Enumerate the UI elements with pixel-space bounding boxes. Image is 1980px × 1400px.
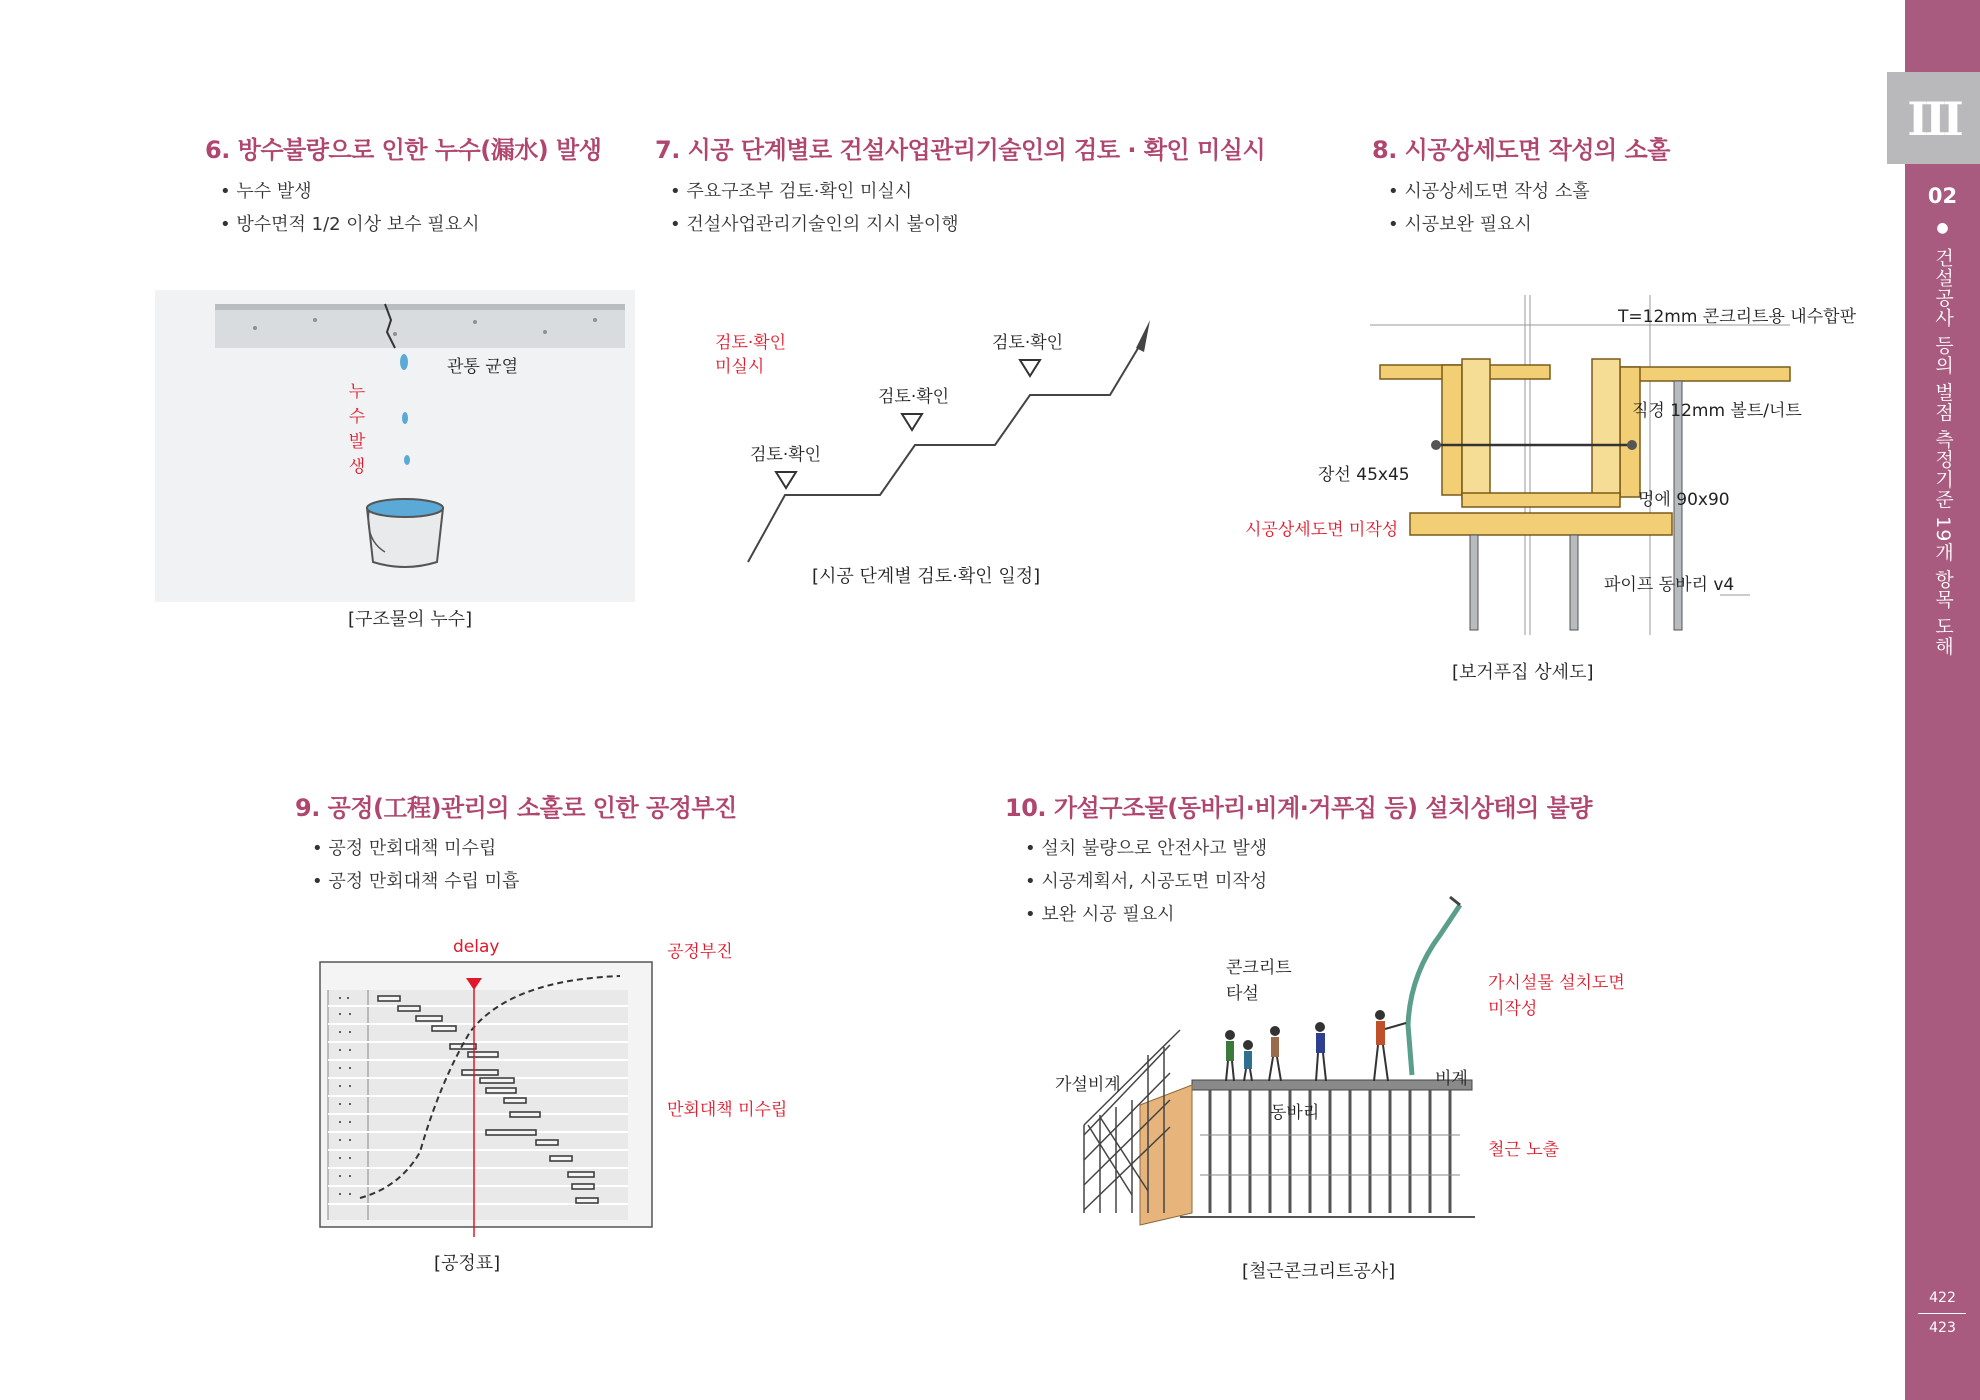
bullet-item: • 설치 불량으로 안전사고 발생 bbox=[1025, 832, 1267, 865]
section-7-title: 7. 시공 단계별로 건설사업관리기술인의 검토 · 확인 미실시 bbox=[655, 136, 1266, 164]
section-10-title: 10. 가설구조물(동바리·비계·거푸집 등) 설치상태의 불량 bbox=[1005, 794, 1592, 822]
missing-review-label: 검토·확인 미실시 bbox=[715, 333, 787, 377]
section-10-caption: [철근콘크리트공사] bbox=[1242, 1261, 1396, 1282]
section-8-bullets bbox=[1388, 175, 1590, 241]
section-6-title: 6. 방수불량으로 인한 누수(漏水) 발생 bbox=[205, 136, 602, 164]
temporary-plan-missing-label: 가시설물 설치도면 미작성 bbox=[1488, 973, 1625, 1019]
bullet-item: • 공정 만회대책 미수립 bbox=[312, 832, 519, 865]
page-number-right: 423 bbox=[1929, 1320, 1956, 1336]
pipe-support-label: 파이프 동바리 v4 bbox=[1604, 575, 1735, 595]
section-7-bullets bbox=[670, 175, 959, 241]
plywood-label: T=12mm 콘크리트용 내수합판 bbox=[1618, 307, 1856, 327]
chapter-title: 건설공사 등의 벌점 측정기준 19개 항목 도해 bbox=[1932, 248, 1954, 657]
leak-illustration bbox=[155, 290, 645, 610]
part-tab-label: III bbox=[1907, 92, 1960, 146]
schedule-slip-label: 공정부진 bbox=[667, 942, 733, 962]
bullet-item: • 시공보완 필요시 bbox=[1388, 208, 1590, 241]
rc-construction-illustration bbox=[1080, 895, 1500, 1230]
delay-label: delay bbox=[453, 937, 500, 957]
bullet-item: • 방수면적 1/2 이상 보수 필요시 bbox=[220, 208, 479, 241]
bullet-item: • 건설사업관리기술인의 지시 불이행 bbox=[670, 208, 959, 241]
chapter-bullet: ● bbox=[1936, 220, 1949, 236]
chapter-sidebar bbox=[1905, 0, 1980, 1400]
page-number-divider bbox=[1918, 1313, 1966, 1314]
bolt-label: 직경 12mm 볼트/너트 bbox=[1632, 401, 1802, 421]
chapter-number: 02 bbox=[1927, 184, 1958, 208]
part-tab bbox=[1887, 72, 1980, 164]
section-6-caption: [구조물의 누수] bbox=[348, 609, 473, 630]
exposed-rebar-label: 철근 노출 bbox=[1488, 1140, 1560, 1160]
crack-label: 관통 균열 bbox=[447, 357, 519, 377]
missing-drawing-label: 시공상세도면 미작성 bbox=[1245, 520, 1399, 540]
section-7-caption: [시공 단계별 검토·확인 일정] bbox=[812, 566, 1041, 587]
shoring-label: 동바리 bbox=[1270, 1103, 1320, 1123]
bullet-item: • 시공상세도면 작성 소홀 bbox=[1388, 175, 1590, 208]
schedule-chart bbox=[320, 962, 660, 1242]
timber-label: 장선 45x45 bbox=[1318, 465, 1410, 485]
bullet-item: • 공정 만회대책 수립 미흡 bbox=[312, 865, 519, 898]
section-9-bullets bbox=[312, 832, 519, 898]
section-8-title: 8. 시공상세도면 작성의 소홀 bbox=[1372, 136, 1670, 164]
section-9-title: 9. 공정(工程)관리의 소홀로 인한 공정부진 bbox=[295, 794, 737, 822]
section-8-caption: [보거푸집 상세도] bbox=[1452, 662, 1594, 683]
review-step-1-label: 검토·확인 bbox=[750, 445, 822, 465]
no-recovery-plan-label: 만회대책 미수립 bbox=[667, 1100, 788, 1120]
bullet-item: • 주요구조부 검토·확인 미실시 bbox=[670, 175, 959, 208]
review-step-3-label: 검토·확인 bbox=[992, 333, 1064, 353]
beam-label: 멍에 90x90 bbox=[1638, 490, 1730, 510]
section-6-bullets bbox=[220, 175, 479, 241]
concrete-pour-label: 콘크리트 타설 bbox=[1226, 958, 1292, 1004]
temporary-scaffold-label: 가설비계 bbox=[1055, 1075, 1121, 1095]
bullet-item: • 시공계획서, 시공도면 미작성 bbox=[1025, 865, 1267, 898]
review-step-2-label: 검토·확인 bbox=[878, 387, 950, 407]
bullet-item: • 누수 발생 bbox=[220, 175, 479, 208]
leak-vertical-label: 누 수 발 생 bbox=[348, 382, 366, 477]
bullet-item: • 보완 시공 필요시 bbox=[1025, 898, 1267, 931]
page-number-left: 422 bbox=[1929, 1290, 1956, 1306]
scaffold-label: 비계 bbox=[1435, 1069, 1468, 1089]
section-9-caption: [공정표] bbox=[434, 1253, 501, 1274]
